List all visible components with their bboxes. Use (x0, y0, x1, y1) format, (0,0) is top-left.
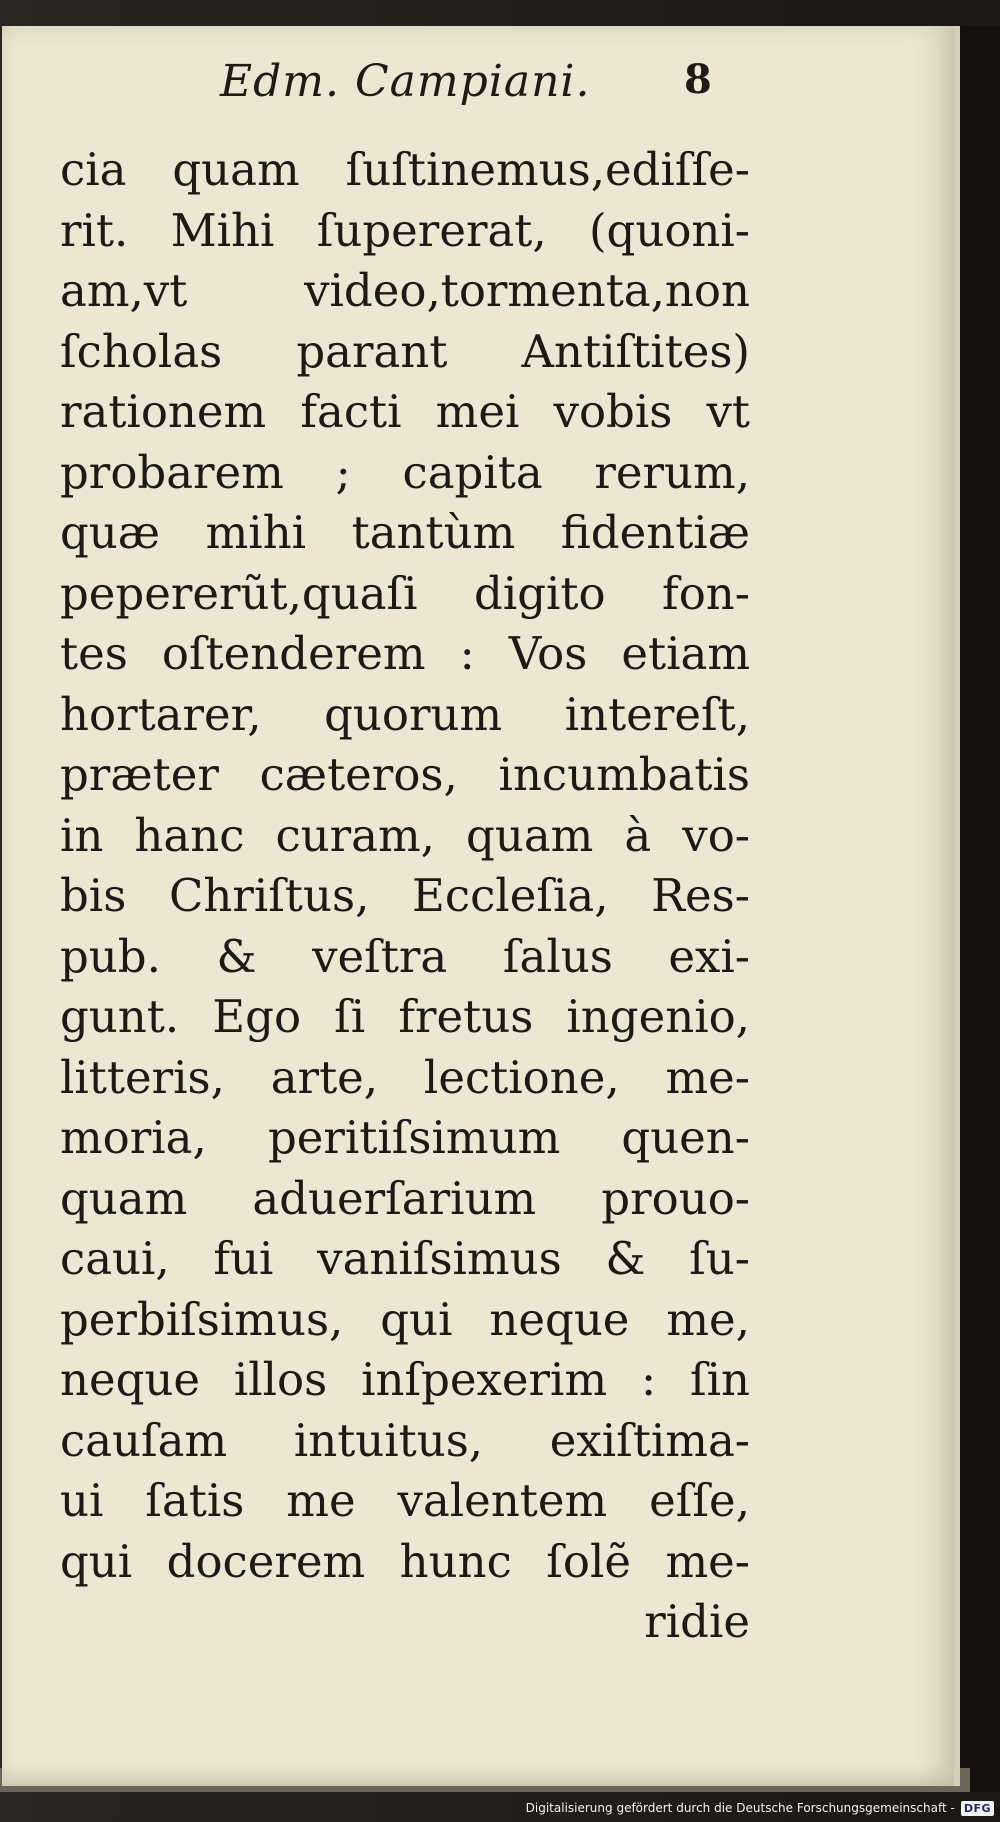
text-line: rationem facti mei vobis vt (60, 385, 750, 438)
text-line: caui, fui vaniſsimus & ſu- (60, 1232, 750, 1285)
text-line: neque illos inſpexerim : ſin (60, 1353, 750, 1406)
digitization-footer (526, 1796, 994, 1820)
text-line: cauſam intuitus, exiſtima- (60, 1413, 750, 1467)
text-line: am,vt video,tormenta,non (60, 264, 750, 317)
text-block (60, 140, 750, 1653)
text-line: tes oſtenderem : Vos etiam (60, 627, 750, 680)
text-line: probarem ; capita rerum, (60, 445, 750, 499)
dfg-logo: DFG (961, 1801, 994, 1816)
text-line: præter cæteros, incumbatis (60, 748, 750, 801)
text-line: rit. Mihi ſupererat, (quoni- (60, 203, 750, 257)
text-line: gunt. Ego ſi fretus ingenio, (60, 990, 750, 1043)
text-line: bis Chriſtus, Eccleſia, Res- (60, 869, 750, 922)
footer-credit: Digitalisierung gefördert durch die Deutsche Forschungsgemeinschaft - (525, 1801, 955, 1815)
text-line: hortarer, quorum intereſt, (60, 687, 750, 741)
text-line: pepererũt,quaſi digito fon- (60, 566, 750, 620)
text-line: perbiſsimus, qui neque me, (60, 1292, 750, 1346)
text-line: ſcholas parant Antiſtites) (60, 324, 750, 378)
text-line: moria, peritiſsimum quen- (60, 1111, 750, 1164)
text-line: in hanc curam, quam à vo- (60, 808, 750, 862)
running-head: Edm. Campiani. (220, 56, 591, 107)
text-line: qui docerem hunc ſolẽ me- (60, 1534, 750, 1588)
page-number: 8 (684, 56, 712, 103)
text-line: ui ſatis me valentem eſſe, (60, 1474, 750, 1527)
text-line: quam aduerſarium prouo- (60, 1171, 750, 1225)
text-line: pub. & veſtra ſalus exi- (60, 929, 750, 983)
text-line: cia quam ſuſtinemus,ediſſe- (60, 143, 750, 196)
catchword: ridie (644, 1595, 750, 1648)
text-line: litteris, arte, lectione, me- (60, 1050, 750, 1104)
book-spine (958, 26, 1000, 1792)
text-line: quæ mihi tantùm fidentiæ (60, 506, 750, 559)
